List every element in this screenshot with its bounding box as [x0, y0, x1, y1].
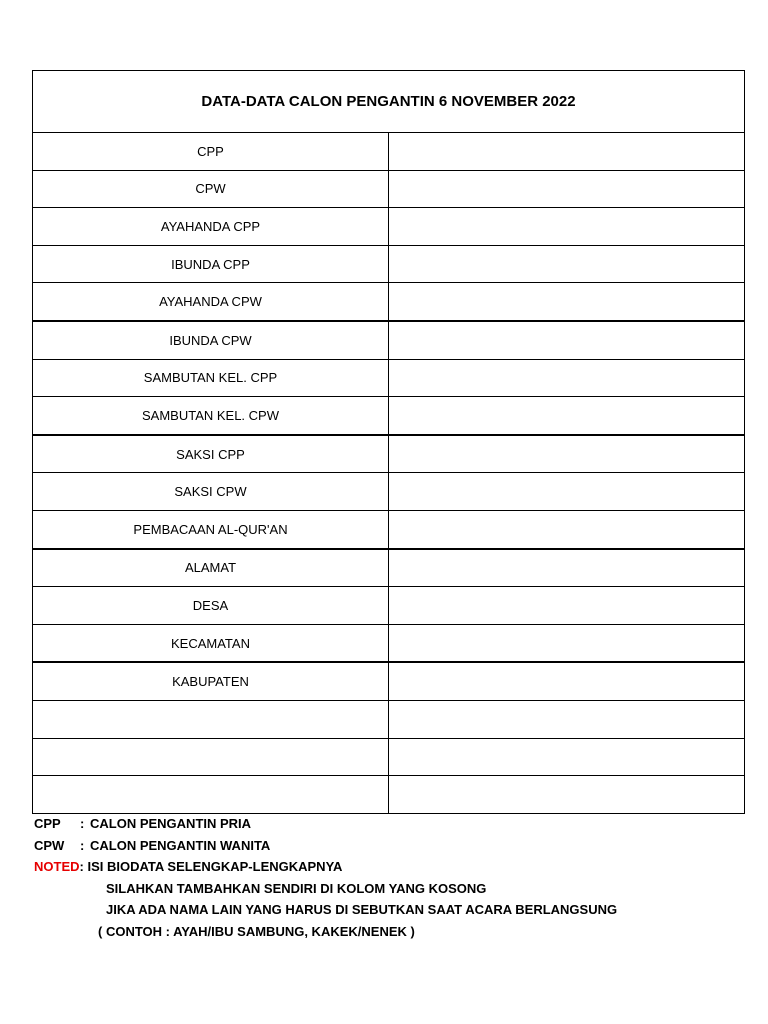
table-row: [33, 170, 745, 208]
row-label-cpp: CPP: [33, 133, 389, 171]
row-value-alamat[interactable]: [389, 549, 745, 587]
row-label-sambutan-kel-cpw: SAMBUTAN KEL. CPW: [33, 397, 389, 435]
table-row: [33, 473, 745, 511]
row-value-cpw[interactable]: [389, 170, 745, 208]
note-cpp-text: CALON PENGANTIN PRIA: [90, 816, 252, 831]
note-cpp: [34, 813, 617, 835]
row-value-ayahanda-cpp[interactable]: [389, 208, 745, 246]
row-label-kabupaten: KABUPATEN: [33, 662, 389, 700]
row-label-empty-2[interactable]: [33, 738, 389, 776]
note-noted: [34, 856, 617, 878]
row-value-empty-1[interactable]: [389, 700, 745, 738]
table-row: [33, 245, 745, 283]
row-value-kabupaten[interactable]: [389, 662, 745, 700]
note-line-3: JIKA ADA NAMA LAIN YANG HARUS DI SEBUTKAN SAAT ACARA BERLANGSUNG: [106, 902, 618, 917]
row-value-empty-3[interactable]: [389, 776, 745, 814]
row-label-pembacaan-al-quran: PEMBACAAN AL-QUR'AN: [33, 510, 389, 548]
notes-section: [34, 813, 617, 942]
note-colon: :: [80, 816, 85, 831]
row-label-empty-1[interactable]: [33, 700, 389, 738]
table-row: [33, 587, 745, 625]
table-row: [33, 662, 745, 700]
row-label-saksi-cpw: SAKSI CPW: [33, 473, 389, 511]
row-value-sambutan-kel-cpw[interactable]: [389, 397, 745, 435]
row-label-saksi-cpp: SAKSI CPP: [33, 435, 389, 473]
row-label-alamat: ALAMAT: [33, 549, 389, 587]
biodata-table: [32, 70, 745, 814]
row-label-ibunda-cpp: IBUNDA CPP: [33, 245, 389, 283]
note-cpw-text: CALON PENGANTIN WANITA: [90, 837, 271, 853]
note-colon: :: [80, 837, 85, 853]
note-line-2: SILAHKAN TAMBAHKAN SENDIRI DI KOLOM YANG KOSONG: [106, 880, 487, 896]
table-row: [33, 738, 745, 776]
table-row: [33, 549, 745, 587]
row-value-empty-2[interactable]: [389, 738, 745, 776]
table-row: [33, 510, 745, 548]
table-row: [33, 359, 745, 397]
row-value-ibunda-cpp[interactable]: [389, 245, 745, 283]
note-cpp-abbr: CPP: [34, 816, 61, 831]
row-value-sambutan-kel-cpp[interactable]: [389, 359, 745, 397]
row-value-cpp[interactable]: [389, 133, 745, 171]
row-label-ibunda-cpw: IBUNDA CPW: [33, 321, 389, 359]
row-label-ayahanda-cpw: AYAHANDA CPW: [33, 283, 389, 321]
table-row: [33, 133, 745, 171]
table-row: [33, 700, 745, 738]
noted-label: NOTED: [34, 859, 80, 874]
noted-text: ISI BIODATA SELENGKAP-LENGKAPNYA: [87, 859, 343, 874]
table-row: [33, 435, 745, 473]
row-label-ayahanda-cpp: AYAHANDA CPP: [33, 208, 389, 246]
table-row: [33, 283, 745, 321]
row-value-desa[interactable]: [389, 587, 745, 625]
table-row: [33, 397, 745, 435]
note-cpw-abbr: CPW: [34, 837, 65, 853]
row-label-cpw: CPW: [33, 170, 389, 208]
row-value-saksi-cpp[interactable]: [389, 435, 745, 473]
table-row: [33, 321, 745, 359]
row-value-pembacaan-al-quran[interactable]: [389, 510, 745, 548]
row-value-kecamatan[interactable]: [389, 624, 745, 662]
note-line-4: ( CONTOH : AYAH/IBU SAMBUNG, KAKEK/NENEK ): [98, 923, 415, 939]
row-label-kecamatan: KECAMATAN: [33, 624, 389, 662]
row-label-empty-3[interactable]: [33, 776, 389, 814]
row-value-saksi-cpw[interactable]: [389, 473, 745, 511]
row-label-desa: DESA: [33, 587, 389, 625]
note-colon: :: [79, 859, 84, 874]
row-label-sambutan-kel-cpp: SAMBUTAN KEL. CPP: [33, 359, 389, 397]
table-row: [33, 624, 745, 662]
table-row: [33, 776, 745, 814]
row-value-ibunda-cpw[interactable]: [389, 321, 745, 359]
row-value-ayahanda-cpw[interactable]: [389, 283, 745, 321]
form-title: DATA-DATA CALON PENGANTIN 6 NOVEMBER 2022: [33, 71, 745, 133]
title-row: [33, 71, 745, 133]
table-row: [33, 208, 745, 246]
note-cpw: [34, 835, 617, 857]
